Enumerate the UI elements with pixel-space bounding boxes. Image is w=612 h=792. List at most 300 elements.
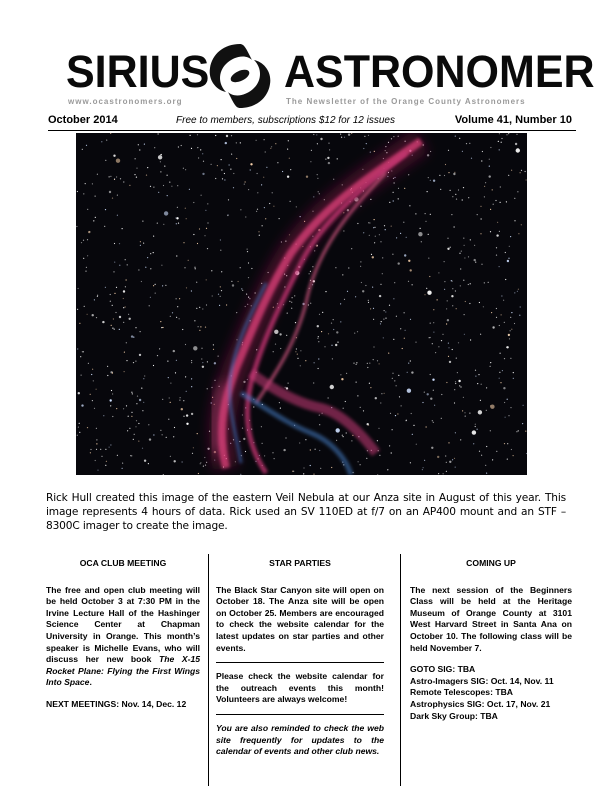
star <box>124 371 125 372</box>
star <box>88 363 89 364</box>
star <box>183 400 184 401</box>
star <box>490 209 491 210</box>
star <box>393 298 394 299</box>
star <box>176 298 177 299</box>
star <box>392 378 393 379</box>
star <box>212 295 213 296</box>
star <box>489 166 490 167</box>
star <box>279 218 280 219</box>
star <box>184 267 185 268</box>
star <box>490 362 491 363</box>
star <box>201 195 202 196</box>
star <box>153 434 154 435</box>
star <box>297 358 298 359</box>
star <box>408 281 409 282</box>
star <box>369 383 370 384</box>
star <box>129 318 131 320</box>
star <box>449 461 451 463</box>
star <box>190 135 191 136</box>
star <box>421 241 422 242</box>
star <box>146 175 147 176</box>
star <box>103 415 104 416</box>
star <box>279 333 281 335</box>
star <box>433 322 434 323</box>
star <box>125 259 126 260</box>
star <box>450 190 451 191</box>
star <box>367 363 368 364</box>
star <box>165 285 166 286</box>
star <box>225 142 227 144</box>
star <box>393 339 394 340</box>
star <box>347 291 348 292</box>
star <box>501 295 502 296</box>
star <box>500 353 501 354</box>
column-divider <box>400 554 401 786</box>
star <box>337 158 338 159</box>
star <box>331 323 332 324</box>
star <box>139 399 141 401</box>
star <box>410 319 411 320</box>
star <box>496 308 497 309</box>
star <box>214 380 215 381</box>
star <box>269 203 270 204</box>
star <box>182 329 183 330</box>
star <box>392 254 393 255</box>
star <box>142 410 143 411</box>
star <box>490 405 494 409</box>
star <box>317 143 318 144</box>
star <box>454 458 455 459</box>
star <box>319 314 320 315</box>
star <box>511 449 512 450</box>
star <box>87 239 88 240</box>
star <box>94 299 95 300</box>
star <box>316 134 317 135</box>
star <box>345 401 346 402</box>
star <box>358 461 359 462</box>
star <box>203 161 204 162</box>
star <box>150 186 151 187</box>
star <box>331 467 332 468</box>
star <box>264 139 265 140</box>
star <box>170 383 171 384</box>
star <box>317 325 319 327</box>
star <box>115 312 116 313</box>
star <box>455 381 456 382</box>
star <box>163 224 164 225</box>
star <box>90 452 91 453</box>
star <box>231 281 232 282</box>
star <box>468 256 469 257</box>
star <box>452 349 453 350</box>
star <box>174 460 176 462</box>
star <box>408 174 409 175</box>
star <box>226 135 228 137</box>
star <box>316 245 318 247</box>
star <box>481 218 482 219</box>
star <box>344 137 345 138</box>
star <box>443 473 444 474</box>
star <box>327 157 329 159</box>
star <box>300 350 301 351</box>
star <box>446 382 447 383</box>
star <box>516 134 517 135</box>
star <box>391 138 392 139</box>
club-meeting-end: . <box>89 677 92 688</box>
star <box>176 223 177 224</box>
star <box>158 192 159 193</box>
star <box>170 456 171 457</box>
star <box>92 400 93 401</box>
star <box>465 301 466 302</box>
star <box>162 285 163 286</box>
star <box>291 308 292 309</box>
star <box>455 194 456 195</box>
star <box>454 172 455 173</box>
coming-up-text: The next session of the Beginners Class will be held at the Heritage Museum of Orange County at 3101 West Harvard Street in Santa Ana on October 10. The following class will be held November 7. <box>410 584 572 653</box>
star <box>78 427 79 428</box>
star <box>427 393 429 395</box>
star <box>412 434 413 435</box>
star <box>306 176 308 178</box>
star <box>459 385 460 386</box>
star <box>458 189 459 190</box>
star <box>455 467 456 468</box>
star <box>379 295 381 297</box>
star <box>520 306 521 307</box>
star <box>206 462 207 463</box>
star <box>519 315 520 316</box>
star <box>200 463 201 464</box>
star <box>372 256 374 258</box>
star <box>96 317 97 318</box>
sig-item: Astrophysics SIG: Oct. 17, Nov. 21 <box>410 698 551 709</box>
star <box>408 363 409 364</box>
star <box>277 162 278 163</box>
star <box>445 455 446 456</box>
star <box>438 473 439 474</box>
star <box>319 415 320 416</box>
star <box>134 434 135 435</box>
star <box>113 155 115 157</box>
star <box>161 327 162 328</box>
star <box>430 337 431 338</box>
star <box>490 405 491 406</box>
star <box>521 170 522 171</box>
star <box>106 140 107 141</box>
book-title: The X-15 Rocket Plane: Flying the First Wings Into Space <box>46 654 201 688</box>
star <box>313 382 314 383</box>
star <box>87 314 88 315</box>
star <box>448 150 449 151</box>
star <box>138 144 139 145</box>
star <box>447 238 448 239</box>
star <box>460 439 461 440</box>
star <box>191 360 192 361</box>
star <box>477 214 478 215</box>
star <box>153 285 154 286</box>
star <box>261 184 262 185</box>
star <box>514 220 515 221</box>
star <box>141 281 142 282</box>
star <box>343 230 344 231</box>
star <box>148 424 149 425</box>
star <box>198 326 199 327</box>
star <box>221 271 222 272</box>
star <box>394 380 395 381</box>
star <box>117 455 118 456</box>
star <box>153 187 154 188</box>
star <box>257 173 258 174</box>
star <box>122 228 123 229</box>
star <box>262 225 263 226</box>
star <box>133 337 134 338</box>
star <box>456 358 457 359</box>
star <box>325 291 326 292</box>
star <box>500 186 501 187</box>
star <box>226 304 227 305</box>
star <box>369 235 370 236</box>
star <box>481 160 482 161</box>
star <box>520 172 521 173</box>
star <box>514 323 515 324</box>
star <box>140 241 141 242</box>
star <box>393 200 394 201</box>
star <box>299 442 300 443</box>
star <box>176 255 177 256</box>
star <box>87 427 88 428</box>
star <box>401 405 402 406</box>
star <box>111 390 112 391</box>
star <box>336 440 337 441</box>
star <box>310 161 311 162</box>
star <box>120 178 121 179</box>
star <box>516 148 520 152</box>
star <box>172 312 173 313</box>
star <box>408 260 410 262</box>
star <box>100 449 101 450</box>
star <box>457 372 458 373</box>
star <box>199 228 200 229</box>
star <box>239 441 240 442</box>
star <box>403 222 404 223</box>
star <box>138 441 139 442</box>
star <box>517 191 518 192</box>
star <box>198 157 199 158</box>
star <box>295 322 296 323</box>
star <box>193 447 194 448</box>
star <box>191 378 192 379</box>
star <box>160 154 161 155</box>
star <box>452 305 453 306</box>
star-parties-paragraph-1: The Black Star Canyon site will open on October 18. The Anza site will be open on October 25. Members are encouraged to check the website calendar for the latest updates on star parties and other events. <box>216 584 384 653</box>
star <box>444 261 445 262</box>
star <box>342 435 343 436</box>
star <box>459 138 460 139</box>
star <box>291 302 292 303</box>
star <box>523 405 524 406</box>
star <box>405 330 406 331</box>
star <box>451 280 452 281</box>
star <box>81 242 82 243</box>
star <box>318 341 319 342</box>
star-parties-column <box>216 554 384 766</box>
star <box>110 399 112 401</box>
star <box>202 153 203 154</box>
star <box>207 248 208 249</box>
star <box>424 460 425 461</box>
star <box>422 469 423 470</box>
star <box>123 298 124 299</box>
star <box>114 262 115 263</box>
star <box>432 420 433 421</box>
star <box>370 387 371 388</box>
star <box>119 243 120 244</box>
star <box>470 339 471 340</box>
star <box>464 245 465 246</box>
star <box>138 269 139 270</box>
star <box>328 333 329 334</box>
star <box>247 304 248 305</box>
star <box>333 329 334 330</box>
star <box>360 266 361 267</box>
star <box>381 393 382 394</box>
star <box>319 450 320 451</box>
star <box>171 186 172 187</box>
star <box>469 143 470 144</box>
star <box>379 363 380 364</box>
star <box>215 135 216 136</box>
star <box>346 432 347 433</box>
star <box>321 331 322 332</box>
star <box>374 242 375 243</box>
issue-date: October 2014 <box>48 114 118 126</box>
star <box>109 176 110 177</box>
star <box>380 241 381 242</box>
star <box>427 191 428 192</box>
star <box>348 134 350 136</box>
star <box>346 373 347 374</box>
star <box>343 408 344 409</box>
star <box>468 197 469 198</box>
star <box>271 146 272 147</box>
star <box>427 154 429 156</box>
star <box>102 321 104 323</box>
star <box>502 370 503 371</box>
star <box>191 413 193 415</box>
star <box>518 430 519 431</box>
star <box>248 297 249 298</box>
star <box>153 236 154 237</box>
star <box>96 389 97 390</box>
star <box>385 229 386 230</box>
star <box>367 367 368 368</box>
star <box>478 410 482 414</box>
star <box>499 231 500 232</box>
star <box>132 393 133 394</box>
star <box>264 207 265 208</box>
star <box>80 356 81 357</box>
star <box>319 424 320 425</box>
star <box>233 187 234 188</box>
star <box>475 370 476 371</box>
star <box>122 463 123 464</box>
star <box>363 232 364 233</box>
star <box>320 138 322 140</box>
star <box>142 221 143 222</box>
star <box>240 209 241 210</box>
star <box>246 294 247 295</box>
star <box>343 436 344 437</box>
star <box>157 355 158 356</box>
image-caption: Rick Hull created this image of the eastern Veil Nebula at our Anza site in August of this year. This image represents 4 hours of data. Rick used an SV 110ED at f/7 on an AP400 mount and an STF – 8300C imager to create the image. <box>46 492 566 532</box>
star <box>474 259 476 261</box>
star <box>495 200 496 201</box>
star <box>200 462 201 463</box>
star <box>205 327 206 328</box>
star <box>499 149 500 150</box>
star <box>508 175 509 176</box>
star <box>85 183 86 184</box>
star <box>136 177 137 178</box>
star <box>447 319 449 321</box>
star <box>506 134 507 135</box>
star <box>236 158 237 159</box>
star <box>217 165 218 166</box>
star <box>95 217 96 218</box>
star <box>493 204 494 205</box>
star <box>283 449 285 451</box>
star <box>462 410 463 411</box>
star <box>357 223 358 224</box>
star <box>352 435 353 436</box>
star <box>517 291 518 292</box>
website-address: www.ocastronomers.org <box>68 97 183 106</box>
star <box>123 307 124 308</box>
star <box>130 455 131 456</box>
star <box>509 246 510 247</box>
star <box>139 149 140 150</box>
star <box>205 465 206 466</box>
star <box>464 257 465 258</box>
star <box>430 151 431 152</box>
star <box>116 287 117 288</box>
star <box>116 408 117 409</box>
star <box>183 242 184 243</box>
star <box>167 361 168 362</box>
star <box>510 330 511 331</box>
star <box>314 250 315 251</box>
star <box>503 387 505 389</box>
star <box>373 359 374 360</box>
star <box>218 294 219 295</box>
star <box>149 305 150 306</box>
star <box>202 173 204 175</box>
star <box>445 164 446 165</box>
star <box>514 198 515 199</box>
star <box>143 402 144 403</box>
star <box>112 372 113 373</box>
star <box>164 166 165 167</box>
star <box>113 318 114 319</box>
star <box>207 361 208 362</box>
star <box>231 135 232 136</box>
star <box>490 366 491 367</box>
star <box>248 262 249 263</box>
star <box>193 346 197 350</box>
star <box>429 337 430 338</box>
star <box>275 344 276 345</box>
